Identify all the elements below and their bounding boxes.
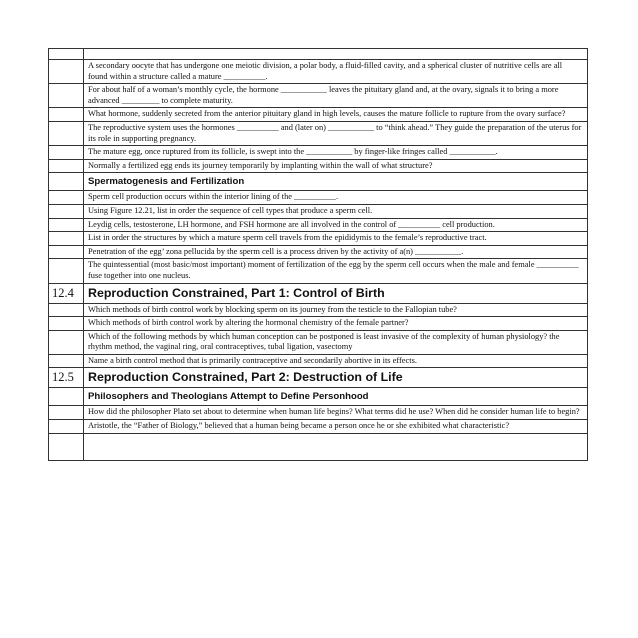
section-number	[49, 108, 84, 122]
top-spacer-row	[49, 49, 588, 60]
section-number	[49, 388, 84, 406]
section-number	[49, 406, 84, 420]
section-number	[49, 173, 84, 191]
section-number	[49, 218, 84, 232]
question-text: Aristotle, the “Father of Biology,” believed that a human being became a person once he or she exhibited what characteristic?	[84, 420, 588, 434]
question-text: A secondary oocyte that has undergone one meiotic division, a polar body, a fluid-filled cavity, and a spherical cluster of nutritive cells are all found within a structure called a mature __________.	[84, 60, 588, 84]
question-text: Which of the following methods by which human conception can be postponed is least invasive of the complexity of human physiology? the rhythm method, the vaginal ring, oral contraceptives, tubal ligation, vasectomy	[84, 330, 588, 354]
section-number	[49, 60, 84, 84]
section-heading-row	[49, 368, 588, 388]
section-number	[49, 84, 84, 108]
question-text: Penetration of the egg’ zona pellucida by the sperm cell is a process driven by the activity of a(n) ___________.	[84, 245, 588, 259]
section-number	[49, 303, 84, 317]
text-cell	[84, 433, 588, 460]
section-number	[49, 191, 84, 205]
section-number: 12.4	[49, 283, 84, 303]
question-text: Leydig cells, testosterone, LH hormone, and FSH hormone are all involved in the control of __________ cell production.	[84, 218, 588, 232]
question-row	[49, 259, 588, 283]
subheading-row	[49, 388, 588, 406]
question-text: List in order the structures by which a mature sperm cell travels from the epididymis to the female’s reproductive tract.	[84, 232, 588, 246]
question-text: The quintessential (most basic/most important) moment of fertilization of the egg by the sperm cell occurs when the male and female __________ fuse together into one nucleus.	[84, 259, 588, 283]
question-row	[49, 204, 588, 218]
subheading: Spermatogenesis and Fertilization	[84, 173, 588, 191]
section-number	[49, 330, 84, 354]
section-number	[49, 245, 84, 259]
section-number	[49, 121, 84, 145]
section-number	[49, 420, 84, 434]
question-row	[49, 191, 588, 205]
worksheet-rows	[49, 49, 588, 461]
section-number	[49, 146, 84, 160]
section-title: Reproduction Constrained, Part 2: Destruction of Life	[84, 368, 588, 388]
question-text: Name a birth control method that is primarily contraceptive and secondarily abortive in its effects.	[84, 354, 588, 368]
section-number	[49, 354, 84, 368]
question-text: Using Figure 12.21, list in order the sequence of cell types that produce a sperm cell.	[84, 204, 588, 218]
question-row	[49, 232, 588, 246]
section-title: Reproduction Constrained, Part 1: Control of Birth	[84, 283, 588, 303]
question-text: How did the philosopher Plato set about to determine when human life begins? What terms did he use? When did he consider human life to begin?	[84, 406, 588, 420]
section-number: 12.5	[49, 368, 84, 388]
question-text: The mature egg, once ruptured from its follicle, is swept into the ___________ by finger-like fringes called ___________.	[84, 146, 588, 160]
question-row	[49, 218, 588, 232]
number-cell	[49, 49, 84, 60]
question-text: Normally a fertilized egg ends its journey temporarily by implanting within the wall of what structure?	[84, 159, 588, 173]
question-row	[49, 146, 588, 160]
question-row	[49, 317, 588, 331]
question-text: For about half of a woman’s monthly cycle, the hormone ___________ leaves the pituitary gland and, at the ovary, signals it to bring a more advanced _________ to complete maturity.	[84, 84, 588, 108]
question-text: Sperm cell production occurs within the interior lining of the __________.	[84, 191, 588, 205]
section-number	[49, 204, 84, 218]
question-row	[49, 420, 588, 434]
subheading-row	[49, 173, 588, 191]
question-row	[49, 303, 588, 317]
number-cell	[49, 433, 84, 460]
question-row	[49, 108, 588, 122]
blank-footer-row	[49, 433, 588, 460]
section-number	[49, 317, 84, 331]
worksheet-table	[48, 48, 588, 461]
question-text: Which methods of birth control work by blocking sperm on its journey from the testicle to the Fallopian tube?	[84, 303, 588, 317]
question-row	[49, 121, 588, 145]
question-row	[49, 330, 588, 354]
question-row	[49, 245, 588, 259]
question-row	[49, 60, 588, 84]
question-text: What hormone, suddenly secreted from the anterior pituitary gland in high levels, causes the mature follicle to rupture from the ovary surface?	[84, 108, 588, 122]
section-number	[49, 159, 84, 173]
question-row	[49, 406, 588, 420]
question-row	[49, 159, 588, 173]
text-cell	[84, 49, 588, 60]
section-heading-row	[49, 283, 588, 303]
question-text: Which methods of birth control work by altering the hormonal chemistry of the female partner?	[84, 317, 588, 331]
question-row	[49, 354, 588, 368]
question-row	[49, 84, 588, 108]
section-number	[49, 259, 84, 283]
subheading: Philosophers and Theologians Attempt to Define Personhood	[84, 388, 588, 406]
section-number	[49, 232, 84, 246]
question-text: The reproductive system uses the hormones __________ and (later on) ___________ to “think ahead.” They guide the preparation of the uterus for its role in supporting pregnancy.	[84, 121, 588, 145]
